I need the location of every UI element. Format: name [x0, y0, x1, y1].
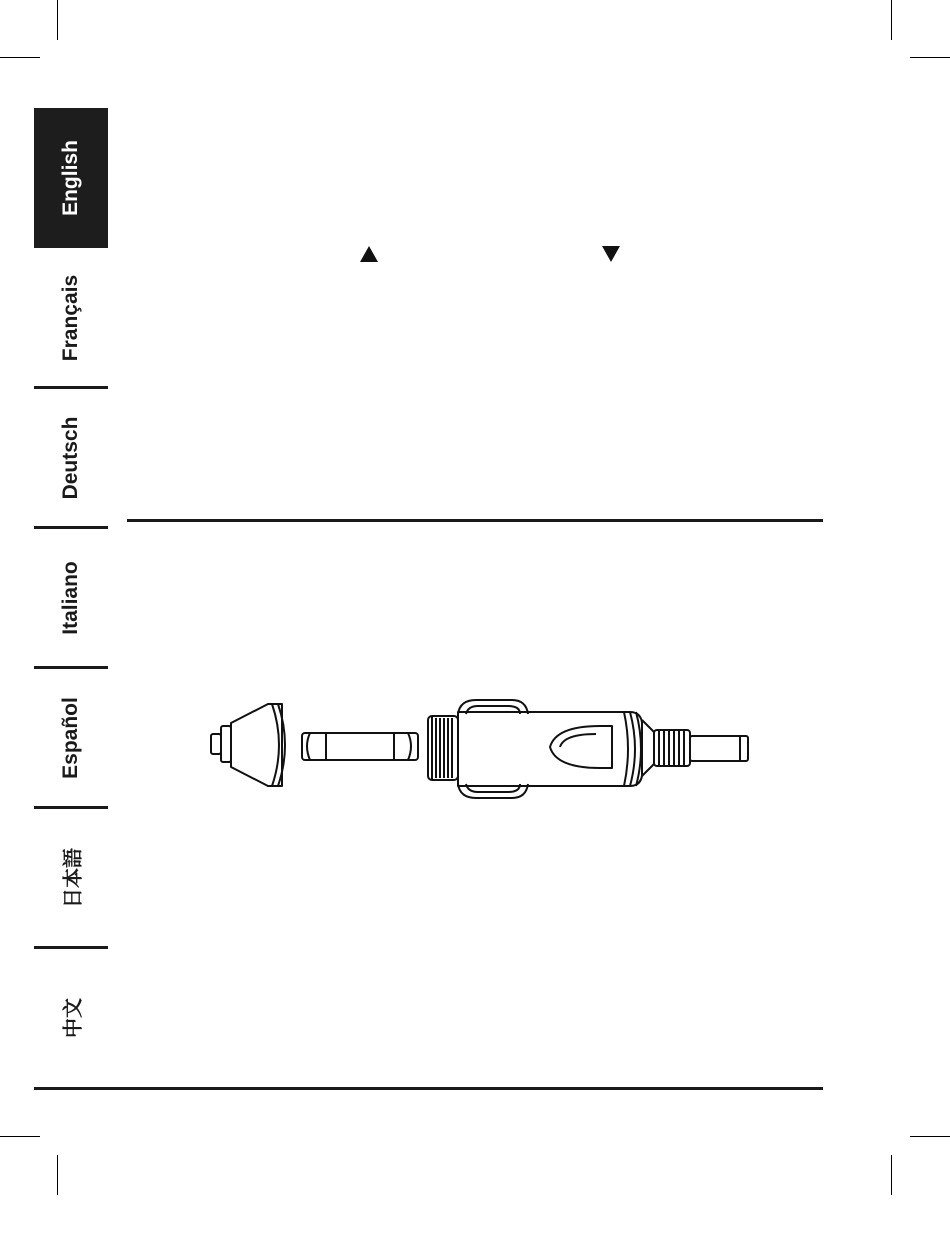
tab-label-francais: Français	[59, 274, 82, 362]
tab-english[interactable]	[34, 108, 108, 248]
crop-mark-bottom-right-v	[891, 1155, 892, 1195]
crop-mark-top-right-h	[910, 57, 950, 58]
footer-rule	[34, 1087, 823, 1090]
up-triangle-icon	[360, 246, 378, 262]
crop-mark-top-left-v	[57, 0, 58, 40]
tab-label-chinese: 中文	[60, 998, 85, 1038]
crop-mark-top-left-h	[0, 57, 40, 58]
tip-cap-part	[211, 704, 285, 786]
tab-label-italiano: Italiano	[59, 561, 82, 635]
tab-deutsch[interactable]	[34, 388, 108, 528]
tab-label-deutsch: Deutsch	[59, 416, 82, 500]
tab-chinese[interactable]	[34, 948, 108, 1088]
language-tabs	[34, 108, 108, 1088]
crop-mark-bottom-left-h	[0, 1136, 40, 1137]
tab-japanese[interactable]	[34, 808, 108, 948]
plug-body-part	[428, 700, 748, 798]
tab-label-espanol: Español	[59, 697, 82, 779]
tab-francais[interactable]	[34, 248, 108, 388]
tab-label-english: English	[59, 140, 82, 216]
down-triangle-icon	[602, 246, 620, 262]
crop-mark-bottom-left-v	[57, 1155, 58, 1195]
tab-italiano[interactable]	[34, 528, 108, 668]
car-lighter-plug-fuse-assembly-icon	[200, 690, 760, 820]
fuse-part	[302, 733, 418, 760]
tab-espanol[interactable]	[34, 668, 108, 808]
tab-label-japanese: 日本語	[60, 848, 85, 908]
section-rule	[127, 519, 823, 522]
crop-mark-bottom-right-h	[910, 1136, 950, 1137]
crop-mark-top-right-v	[891, 0, 892, 40]
